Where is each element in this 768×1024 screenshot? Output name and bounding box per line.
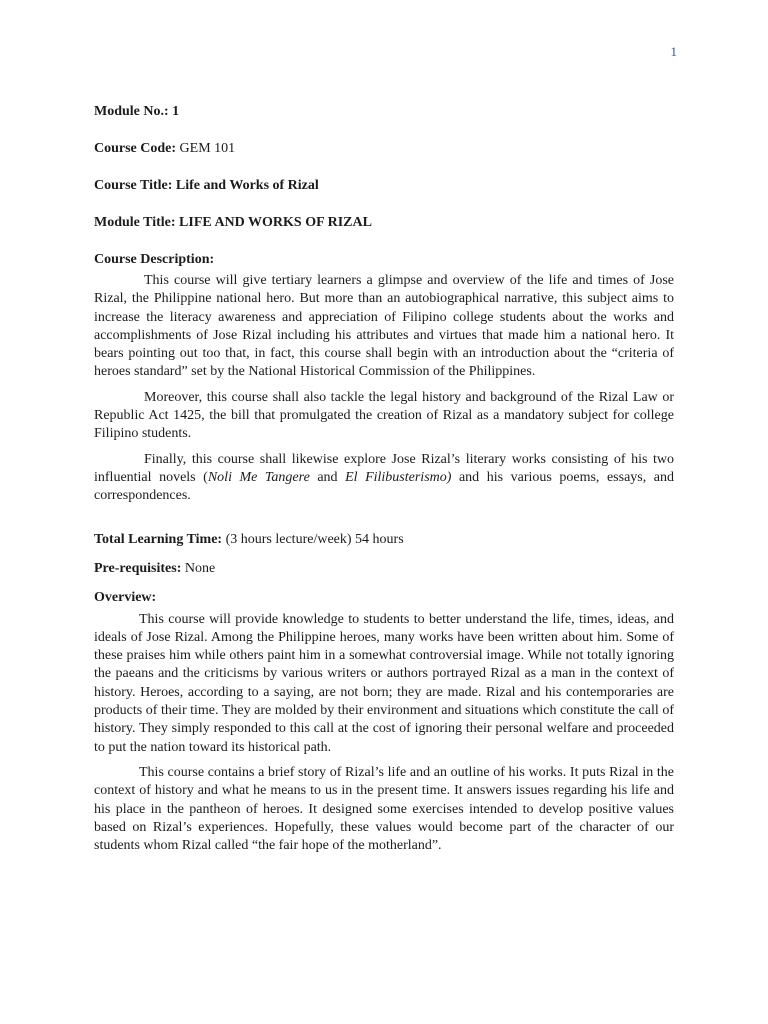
course-code-field [94,140,674,158]
overview-heading [94,589,674,607]
module-title-value: LIFE AND WORKS OF RIZAL [179,215,372,230]
course-title-value: Life and Works of Rizal [175,178,319,193]
module-no-value: 1 [172,104,180,119]
prerequisites-label: Pre-requisites: [94,560,182,576]
total-learning-time-value: (3 hours lecture/week) 54 hours [225,531,404,547]
overview-paragraph-2: This course contains a brief story of Rizal’s life and an outline of his works. It puts Rizal in the context of history and what he means to us in the present time. It answers issues regarding his life and his place in the pantheon of heroes. It designed some exercises intended to develop positive values based on Rizal’s experiences. Hopefully, these values would become part of the character of our students whom Rizal called “the fair hope of the motherland”. [94,764,674,854]
novel-title-fili: El Filibusterismo) [345,469,452,485]
overview-label: Overview: [94,589,157,605]
novel-title-noli: Noli Me Tangere [207,469,310,485]
page-number: 1 [670,44,677,59]
course-description-paragraph-1: This course will give tertiary learners a glimpse and overview of the life and times of Jose Rizal, the Philippine national hero. But more than an autobiographical narrative, this subject aims to increase the literacy awareness and appreciation of Filipino college students about the works and accomplishments of Jose Rizal including his attributes and virtues that made him a national hero. It bears pointing out too that, in fact, this course shall begin with an introduction about the “criteria of heroes standard” set by the National Historical Commission of the Philippines. [94,273,674,380]
module-title-field [94,214,674,232]
prerequisites-field [94,560,674,578]
course-code-value: GEM 101 [179,141,236,156]
course-description-heading [94,251,674,269]
course-description-paragraph-2: Moreover, this course shall also tackle the legal history and background of the Rizal Law or Republic Act 1425, the bill that promulgated the creation of Rizal as a mandatory subject for college Filipino students. [94,389,674,442]
module-title-label: Module Title: [94,215,176,230]
prerequisites-value: None [184,560,216,576]
course-title-field [94,177,674,195]
course-title-label: Course Title: [94,178,173,193]
module-no-label: Module No.: [94,104,169,119]
overview-paragraph-1: This course will provide knowledge to students to better understand the life, times, ideas, and ideals of Jose Rizal. Among the Philippine heroes, many works have been written about him. Some of these praises him while others paint him in a somewhat controversial image. While not totally ignoring the paeans and the criticisms by various writers or authors portrayed Rizal as a man in the context of history. Heroes, according to a saying, are not born; they are made. Rizal and his contemporaries are products of their time. They are molded by their environment and situations which constitute the call of history. They simply responded to this call at the cost of ignoring their personal welfare and proceeded to put the nation toward its historical path. [94,611,674,755]
module-no-field [94,103,674,121]
paragraph-3-conjunction: and [309,469,346,485]
course-description-label: Course Description: [94,252,215,267]
paragraph-3-text-start: Finally, this course shall likewise explore Jose Rizal’s literary works consisting of his two influential novels ( [94,451,674,485]
course-code-label: Course Code: [94,141,177,156]
total-learning-time-field [94,531,674,549]
total-learning-time-label: Total Learning Time: [94,531,223,547]
paragraph-3-text-end: and his various poems, essays, and correspondences. [94,469,674,504]
course-description-paragraph-3 [94,451,674,506]
module-content [94,103,674,855]
